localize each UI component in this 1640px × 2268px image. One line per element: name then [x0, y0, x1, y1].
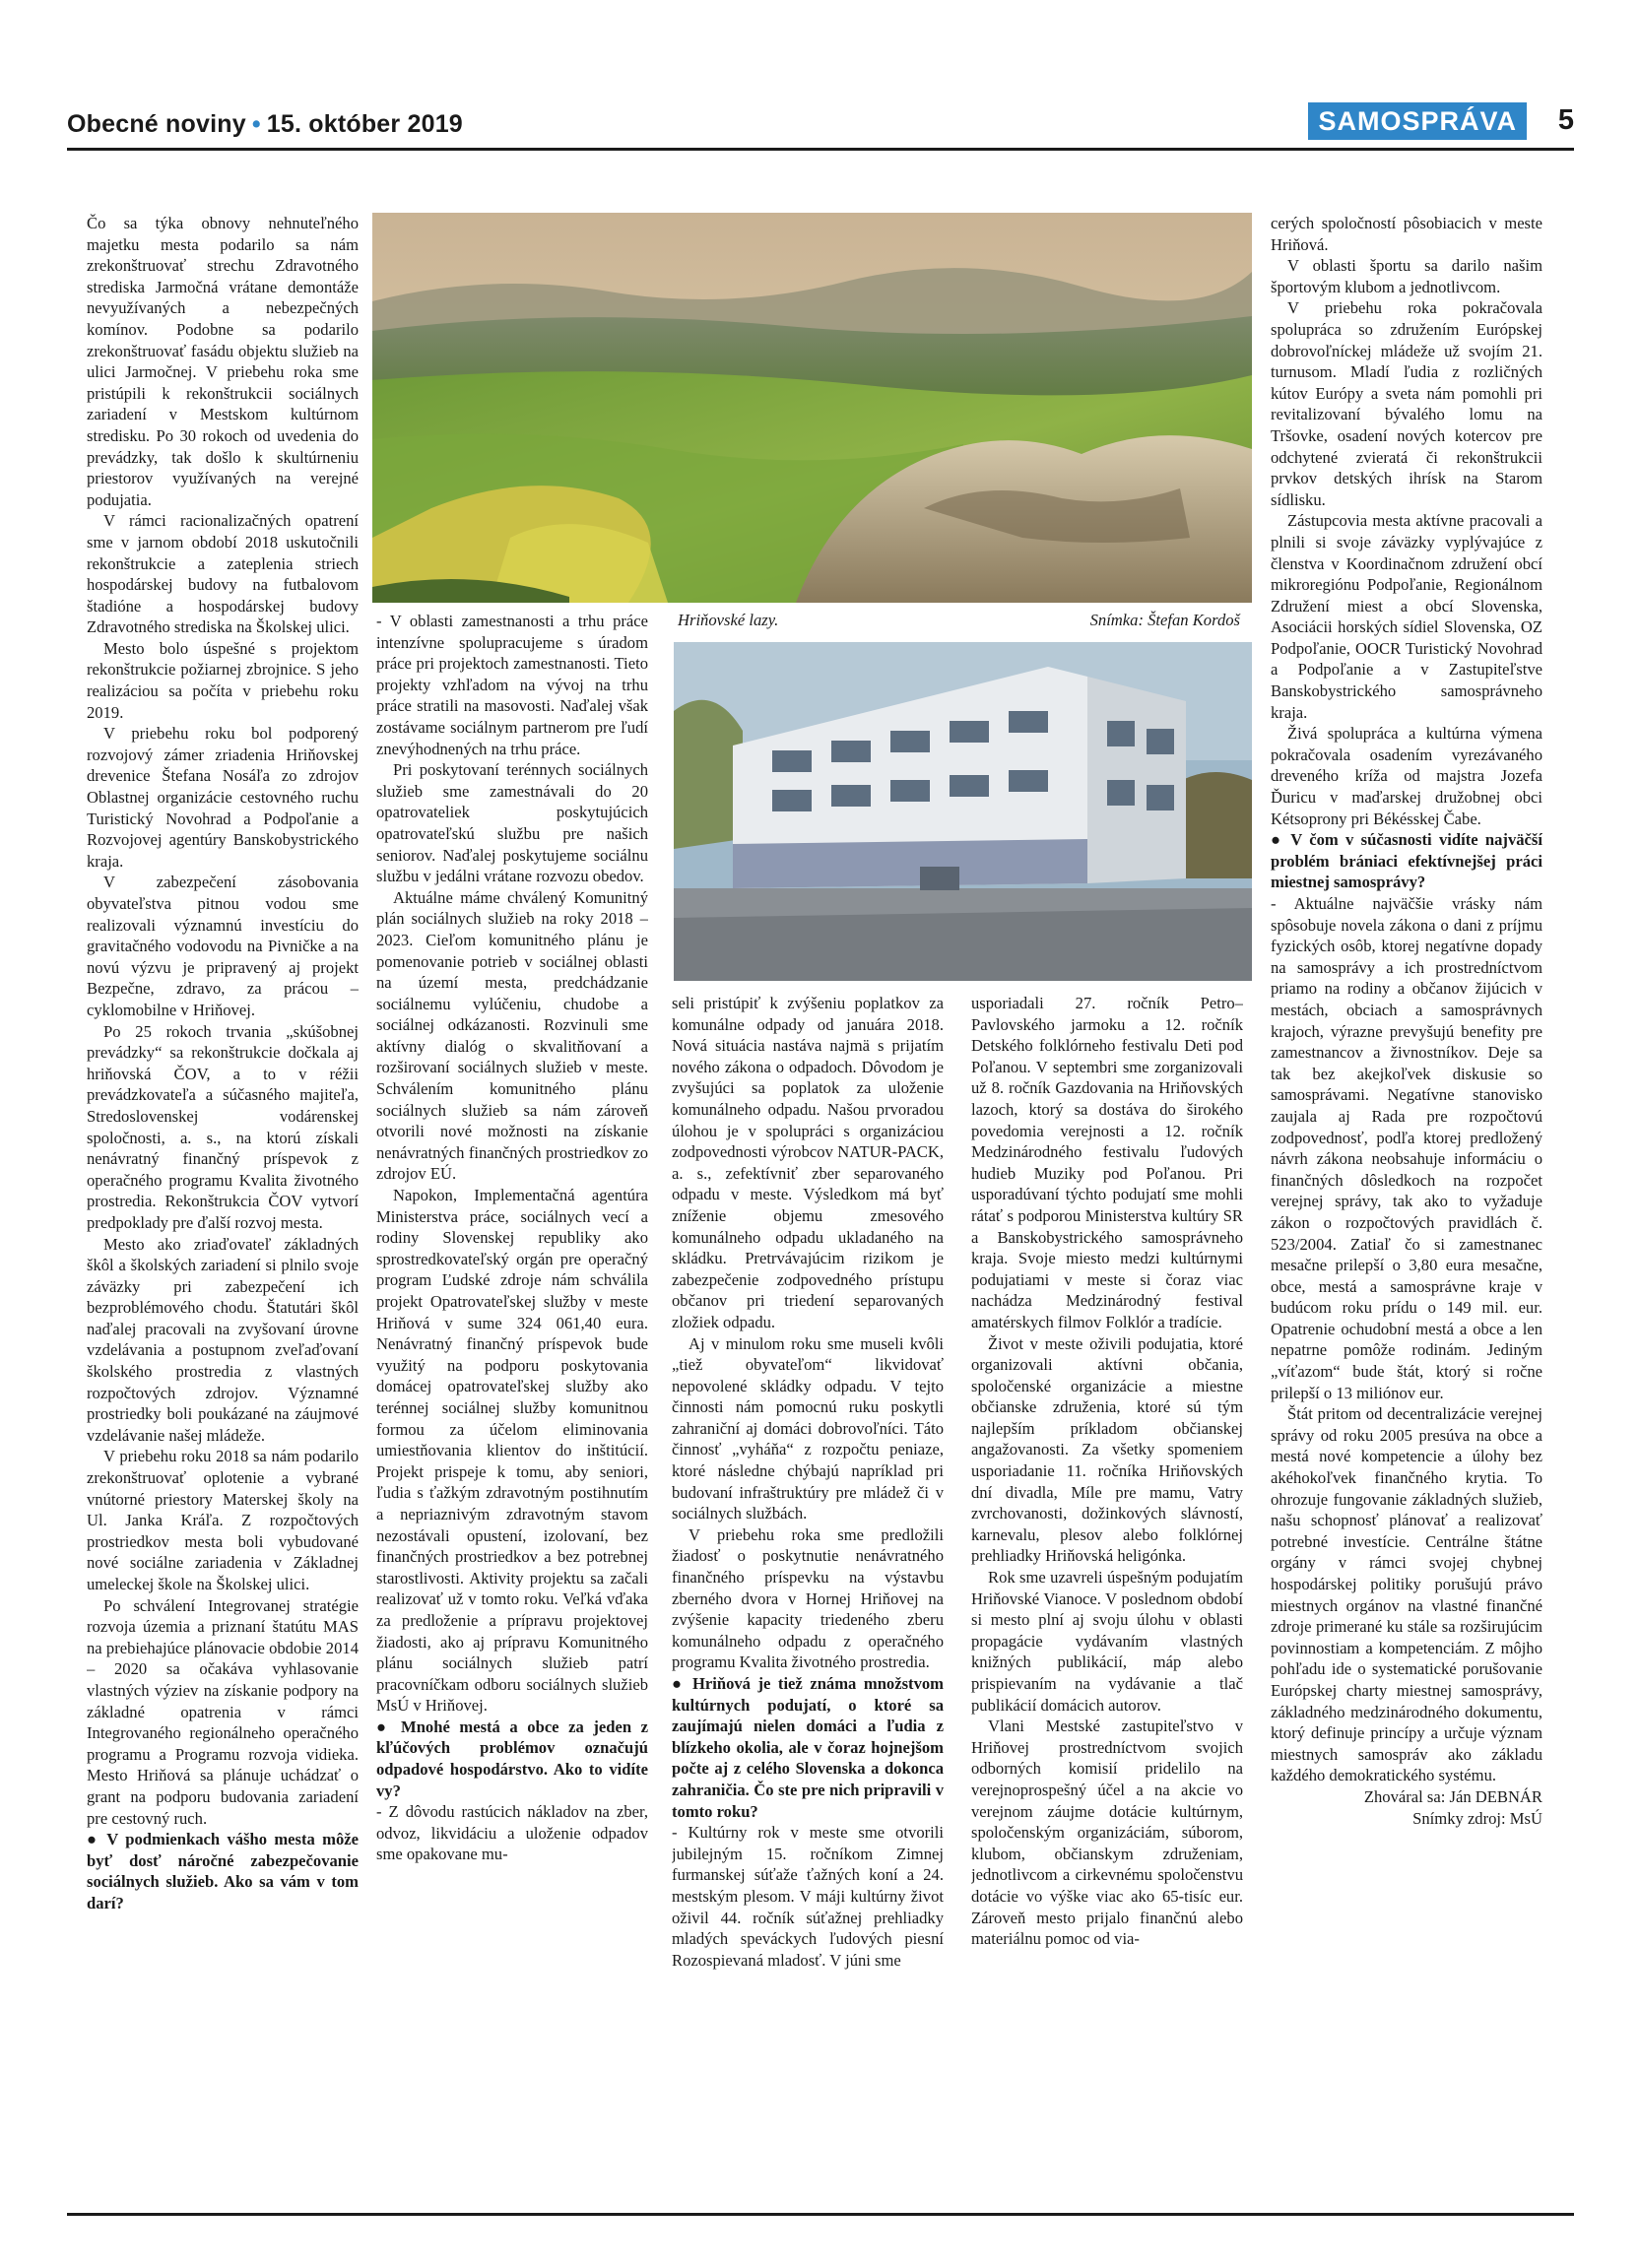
paragraph: Čo sa týka obnovy nehnuteľného majetku mesta podarilo sa nám zrekonštruovať strechu Zdravotného strediska Jarmočná vrátane demontáže nevyužívaných a nebezpečných komínov. Podobne sa podarilo zrekonštruovať fasádu objektu služieb na ulici Jarmočnej. V priebehu roka sme pristúpili k rekonštrukcii sociálnych zariadení v Mestskom kultúrnom stredisku. Po 30 rokoch od uvedenia do prevádzky, tak došlo k skultúrneniu priestorov využívaných na verejné podujatia. [87, 214, 359, 509]
interview-question: ● V podmienkach vášho mesta môže byť dosť náročné zabezpečovanie sociálnych služieb. Ako sa vám v tom darí? [87, 1829, 359, 1913]
paragraph: Po schválení Integrovanej stratégie rozvoja územia a priznaní štatútu MAS na prebiehajúce plánovacie obdobie 2014 – 2020 sa očakáva vyhlasovanie vlastných výziev na získanie podpory na základné opatrenia v rámci Integrovaného regionálneho operačného programu a Programu rozvoja vidieka. Mesto Hriňová sa plánuje uchádzať o grant na podporu budovania zariadení pre cestovný ruch. [87, 1595, 359, 1828]
paragraph: V zabezpečení zásobovania obyvateľstva pitnou vodou sme realizovali významnú investíciu do gravitačného vodovodu na Pivničke a na novú výzvu je pripravený aj projekt Bezpečne, zdravo, za prácou – cyklomobilne v Hriňovej. [87, 873, 359, 1019]
article-column-3 [672, 993, 944, 2206]
paragraph: Po 25 rokoch trvania „skúšobnej prevádzky“ sa rekonštrukcie dočkala aj hriňovská ČOV, a to v réžii prevádzkovateľa a súčasného majiteľa, Stredoslovenskej vodárenskej spoločnosti, a. s., na ktorú získali nenávratný finančný príspevok z operačného programu Kvalita životného prostredia. Rekonštrukcia ČOV vytvorí predpoklady pre ďalší rozvoj mesta. [87, 1021, 359, 1232]
paragraph: Napokon, Implementačná agentúra Ministerstva práce, sociálnych vecí a rodiny Slovenskej republiky ako sprostredkovateľský orgán pre operačný program Ľudské zdroje nám schválila projekt Opatrovateľskej služby v meste Hriňová v sume 324 061,40 eura. Nenávratný finančný príspevok bude využitý na podporu poskytovania domácej opatrovateľskej služby ako terénnej sociálnej služby komunitnou formou za účelom eliminovania umiestňovania klientov do inštitúcií. Projekt prispeje k tomu, aby seniori, ľudia s ťažkým zdravotným postihnutím a nepriaznivým zdravotným stavom nezostávali opustení, izolovaní, bez finančných prostriedkov a bez potrebnej starostlivosti. Aktivity projektu sa začali realizovať už v tomto roku. Veľká vďaka za predloženie a prípravu projektovej žiadosti, ako aj prípravu Komunitného plánu sociálnych služieb patrí pracovníčkam odboru sociálnych služieb MsÚ v Hriňovej. [376, 1186, 648, 1716]
header-rule [67, 148, 1574, 151]
paragraph: Život v meste oživili podujatia, ktoré organizovali aktívni občania, spoločenské organizácie a miestne občianske združenia, ktoré sú tým najlepším príkladom občianskej angažovanosti. Za všetky spomeniem usporiadanie 11. ročníka Hriňovských dní divadla, Míle pre mamu, Vatry zvrchovanosti, dožinkových slávností, karnevalu, plesov alebo folklórnej prehliadky Hriňovská heligónka. [971, 1333, 1243, 1566]
paragraph: Pri poskytovaní terénnych sociálnych služieb sme zamestnávali do 20 opatrovateliek poskytujúcich opatrovateľskú službu pre našich seniorov. Naďalej poskytujeme sociálnu službu v jedálni vrátane rozvozu obedov. [376, 760, 648, 886]
page-header [67, 100, 1574, 152]
paragraph: Vlani Mestské zastupiteľstvo v Hriňovej prostredníctvom svojich odborných komisií pridelilo na verejnoprospešný účel a na akcie vo verejnom záujme dotácie kultúrnym, spoločenským organizáciám, súborom, klubom, občianskym združeniam, jednotlivcom a cirkevnému spoločenstvu dotácie vo výške viac ako 65-tisíc eur. Zároveň mesto prijalo finančnú alebo materiálnu pomoc od via- [971, 1717, 1243, 1949]
paragraph: Mesto bolo úspešné s projektom rekonštrukcie požiarnej zbrojnice. S jeho realizáciou sa počíta v priebehu roku 2019. [87, 638, 359, 722]
interview-question: ● V čom v súčasnosti vidíte najväčší problém brániaci efektívnejšej práci miestnej samosprávy? [1271, 829, 1542, 893]
article-column-1 [87, 213, 359, 2207]
landscape-photo [372, 213, 1252, 603]
paragraph: usporiadali 27. ročník Petro–Pavlovského jarmoku a 12. ročník Detského folklórneho festivalu Deti pod Poľanou. V septembri sme zorganizovali už 8. ročník Gazdovania na Hriňovských lazoch, ktorý sa dostáva do širokého povedomia verejnosti a 12. ročník Medzinárodného festivalu ľudových hudieb Muziky pod Poľanou. Pri usporadúvaní týchto podujatí sme mohli rátať s podporou Ministerstva kultúry SR a Banskobystrického samosprávneho kraja. Svoje miesto medzi kultúrnymi podujatiami v meste si čoraz viac nachádza Medzinárodný festival amatérskych filmov Folklór a tradície. [971, 994, 1243, 1331]
section-label: SAMOSPRÁVA [1308, 102, 1527, 140]
interview-question: ● Mnohé mestá a obce za jeden z kľúčových problémov označujú odpadové hospodárstvo. Ako to vidíte vy? [376, 1717, 648, 1801]
paragraph: Rok sme uzavreli úspešným podujatím Hriňovské Vianoce. V poslednom období si mesto plní aj svoju úlohu v oblasti propagácie vydávaním vlastných knižných publikácií, máp alebo prispievaním na vydávanie a tlač publikácií domácich autorov. [971, 1568, 1243, 1715]
paragraph: Mesto ako zriaďovateľ základných škôl a školských zariadení si plnilo svoje záväzky pri zabezpečení ich bezproblémového chodu. Štatutári škôl naďalej pracovali na zvyšovaní úrovne vzdelávania a postupnom zveľaďovaní školského prostredia z vlastných rozpočtových zdrojov. Významné prostriedky boli poukázané na záujmové vzdelávanie našej mládeže. [87, 1234, 359, 1445]
photo-credit: Snímka: Štefan Kordoš [1089, 611, 1240, 629]
paragraph: Aktuálne máme chválený Komunitný plán sociálnych služieb na roky 2018 – 2023. Cieľom komunitného plánu je pomenovanie potrieb v sociálnej oblasti na území mesta, predchádzanie sociálnemu vylúčeniu, chudobe a sociálnej odkázanosti. Rozvinuli sme aktívny dialóg o skvalitňovaní a rozširovaní sociálnych služieb v meste. Schválením komunitného plánu sociálnych služieb sa nám zároveň otvorili nové možnosti na získanie nenávratných finančných prostriedkov zo zdrojov EÚ. [376, 887, 648, 1184]
paragraph: Zástupcovia mesta aktívne pracovali a plnili si svoje záväzky vyplývajúce z členstva v Koordinačnom združení obcí mikroregiónu Podpoľanie, Regionálnom Združení miest a obcí Slovenska, Asociácii horských sídiel Slovenska, OZ Podpoľanie, OOCR Turistický Novohrad a Podpoľanie a v Zastupiteľstve Banskobystrického samosprávneho kraja. [1271, 511, 1542, 722]
article-column-2 [376, 611, 648, 2206]
paragraph: V rámci racionalizačných opatrení sme v jarnom období 2018 uskutočnili rekonštrukcie a zateplenia striech hospodárskej budovy na futbalovom štadióne a hospodárskej budovy Zdravotného strediska na Školskej ulici. [87, 511, 359, 637]
paragraph: - Kultúrny rok v meste sme otvorili jubilejným 15. ročníkom Zimnej furmanskej súťaže ťažných koní a 24. mestským plesom. V máji kultúrny život oživil 44. ročník súťažnej prehliadky mladých speváckych ľudových piesní Rozospievaná mladosť. V júni sme [672, 1823, 944, 1970]
paragraph: - V oblasti zamestnanosti a trhu práce intenzívne spolupracujeme s úradom práce pri projektoch zamestnanosti. Tieto projekty vzhľadom na vývoj na trhu práce stratili na masovosti. Naďalej však zostávame sociálnym partnerom pre ľudí znevýhodnených na trhu práce. [376, 612, 648, 758]
paragraph: seli pristúpiť k zvýšeniu poplatkov za komunálne odpady od januára 2018. Nová situácia nastáva najmä s prijatím nového zákona o odpadoch. Dôvodom je zvyšujúci sa poplatok za uloženie komunálneho odpadu. Našou prvoradou úlohou je v spolupráci s organizáciou zodpovednosti výrobcov NATUR-PACK, a. s., zefektívniť zber separovaného odpadu v meste. Výsledkom má byť zníženie objemu zmesového komunálneho odpadu ukladaného na skládku. Pretrvávajúcim rizikom je zabezpečenie zodpovedného prístupu občanov pri triedení separovaných zložiek odpadu. [672, 994, 944, 1331]
landscape-illustration [372, 213, 1252, 603]
paragraph: Aj v minulom roku sme museli kvôli „tiež obyvateľom“ likvidovať nepovolené skládky odpadu. V tejto činnosti nám pomocnú ruku poskytli zahraniční aj domáci dobrovoľníci. Táto činnosť „vyháňa“ z rozpočtu peniaze, ktoré následne chýbajú napríklad pri budovaní infraštruktúry pre mládež či v sociálnych službách. [672, 1333, 944, 1523]
paragraph: Živá spolupráca a kultúrna výmena pokračovala osadením vyrezávaného dreveného kríža od majstra Jozefa Ďuricu v maďarskej družobnej obci Kétsoprony pri Békésskej Čabe. [1271, 724, 1542, 828]
page-number: 5 [1557, 104, 1574, 136]
header-left [67, 110, 463, 139]
paragraph: V priebehu roku 2018 sa nám podarilo zrekonštruovať oplotenie a vybrané vnútorné priestory Materskej školy na Ul. Janka Kráľa. Z rozpočtových prostriedkov mesta boli vybudované nové sociálne zariadenia v Základnej umeleckej škole na Školskej ulici. [87, 1447, 359, 1593]
caption-text: Hriňovské lazy. [678, 611, 779, 629]
paragraph: - Aktuálne najväčšie vrásky nám spôsobuje novela zákona o dani z príjmu fyzických osôb, ktorej negatívne dopady na samosprávy a ich prostredníctvom priamo na rodiny a občanov žijúcich v mestách, obciach a samosprávnych krajoch, výrazne prevyšujú benefity pre zamestnancov a živnostníkov. Deje sa tak bez akejkoľvek diskusie so samosprávami. Negatívne stanovisko zaujala aj Rada pre rozpočtovú zodpovednosť, podľa ktorej predložený návrh zákona neobsahuje informáciu o finančných dôsledkoch na rozpočet verejnej správy, tak ako to vyžaduje zákon o rozpočtových pravidlách č. 523/2004. Zatiaľ čo si zamestnanec mesačne prilepší o 3,80 eura mesačne, obce, mestá a samosprávne kraje v budúcom roku prídu o 149 mil. eur. Opatrenie ochudobní mestá a obce a len nepatrne pomôže rodinám. Jediným „víťazom“ bude štát, ktorý si ročne prilepší o 13 miliónov eur. [1271, 894, 1542, 1402]
paragraph: V priebehu roka pokračovala spolupráca so združením Európskej dobrovoľníckej mládeže už svojím 21. turnusom. Mladí ľudia z rozličných kútov Európy a sveta nám pomohli pri revitalizovaní bývalého lomu na Tršovke, osadení nových kotercov pre odchytené zvieratá či rekonštrukcii prvkov detských ihrísk na Starom sídlisku. [1271, 298, 1542, 509]
issue-date: 15. október 2019 [266, 110, 463, 138]
building-photo [674, 642, 1252, 981]
paragraph: V oblasti športu sa darilo našim športovým klubom a jednotlivcom. [1271, 256, 1542, 296]
separator-dot: • [251, 110, 261, 138]
paragraph: Štát pritom od decentralizácie verejnej správy od roku 2005 presúva na obce a mestá nové kompetencie a úlohy bez akéhokoľvek finančného krytia. To ohrozuje fungovanie základných služieb, našu schopnosť plánovať a realizovať potrebné investície. Centrálne štátne orgány v rámci svojej chybnej hospodárskej politiky porušujú právo miestnych orgánov na vlastné finančné zdroje primerané ku stále sa rozširujúcim povinnostiam a kompetenciám. Z môjho pohľadu ide o systematické porušovanie Európskej charty miestnej samosprávy, základného medzinárodného dokumentu, ktorý definuje princípy a určuje význam miestnych samospráv ako základu každého demokratického systému. [1271, 1404, 1542, 1785]
interview-question: ● Hriňová je tiež známa množstvom kultúrnych podujatí, o ktoré sa zaujímajú nielen domáci a ľudia z blízkeho okolia, ale v čoraz hojnejšom počte aj z celého Slovenska a dokonca zahraničia. Čo ste pre nich pripravili v tomto roku? [672, 1673, 944, 1822]
article-column-5 [1271, 213, 1542, 2207]
paragraph: cerých spoločností pôsobiacich v meste Hriňová. [1271, 214, 1542, 254]
building-illustration [674, 642, 1252, 981]
photo-source: Snímky zdroj: MsÚ [1412, 1808, 1542, 1828]
paragraph: V priebehu roka sme predložili žiadosť o poskytnutie nenávratného finančného príspevku na výstavbu zberného dvora v Hornej Hriňovej na zvýšenie kapacity triedeného zberu komunálneho odpadu z operačného programu Kvalita životného prostredia. [672, 1524, 944, 1672]
article-column-4 [971, 993, 1243, 2206]
photo-caption [674, 609, 1252, 634]
paragraph: V priebehu roku bol podporený rozvojový zámer zriadenia Hriňovskej drevenice Štefana Nosáľa zo zdrojov Oblastnej organizácie cestovného ruchu Turistický Novohrad a Podpoľanie a Rozvojovej agentúry Banskobystrického kraja. [87, 724, 359, 871]
paragraph: - Z dôvodu rastúcich nákladov na zber, odvoz, likvidáciu a uloženie odpadov sme opakovane mu- [376, 1802, 648, 1864]
footer-rule [67, 2213, 1574, 2216]
interviewer-signature: Zhováral sa: Ján DEBNÁR [1363, 1786, 1542, 1806]
paper-title: Obecné noviny [67, 110, 246, 138]
